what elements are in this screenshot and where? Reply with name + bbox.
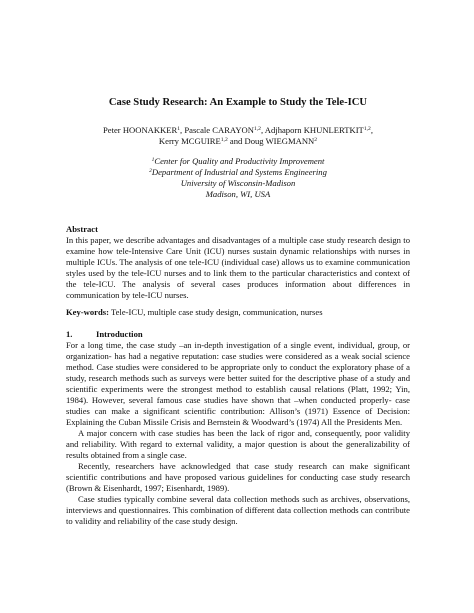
paragraph: Recently, researchers have acknowledged that case study research can make significant scientific contributions and have proposed various guidelines for conducting case study research (Brown & Eisenhardt, 1997; Eisenhardt, 1989). — [66, 461, 410, 493]
keywords-line — [66, 307, 410, 318]
paragraph: Case studies typically combine several data collection methods such as archives, observations, interviews and questionnaires. This combination of different data collection methods can contribute to validity and reliability of the case study design. — [66, 494, 410, 526]
affiliation-text: Center for Quality and Productivity Improvement — [154, 156, 325, 166]
paper-page — [66, 0, 410, 613]
paragraph: For a long time, the case study –an in-depth investigation of a single event, individual, group, or organization- has had a negative reputation: case studies were considered as a weak social science method. Case studies were considered to be appropriate only to conduct the exploratory phase of a study, research methods such as surveys were better suited for the descriptive phase of a study and scientific experiments were the strongest method to establish causal relations (Platt, 1992; Yin, 1984). However, several famous case studies have shown that –when conducted properly- case studies can make a significant scientific contribution: Allison’s (1971) Essence of Decision: Explaining the Cuban Missile Crisis and Bernstein & Woodward’s (1974) All the Presidents Men. — [66, 340, 410, 427]
abstract-text: In this paper, we describe advantages and disadvantages of a multiple case study research design to examine how tele-Intensive Care Unit (ICU) nurses sustain dynamic relationships with nurses in multiple ICUs. The analysis of one tele-ICU (individual case) allows us to examine communication styles used by the tele-ICU nurses and to link them to the particular characteristics and context of the tele-ICU. The analysis of several cases produces information about differences in communication by tele-ICU nurses. — [66, 235, 410, 300]
author-affiliation-mark: 1,2 — [253, 126, 261, 132]
author-line-2 — [66, 136, 410, 147]
author-affiliation-mark: 1,2 — [363, 126, 371, 132]
affiliation-1 — [66, 156, 410, 167]
paragraph: A major concern with case studies has been the lack of rigor and, consequently, poor validity and reliability. With regard to external validity, a major question is about the generalizability of results obtained from a single case. — [66, 428, 410, 460]
city: Madison, WI, USA — [205, 189, 271, 199]
author-name: Kerry MCGUIRE — [158, 136, 221, 146]
author-affiliation-mark: 2 — [314, 137, 318, 143]
affiliation-2 — [66, 167, 410, 178]
author-affiliation-mark: 1 — [177, 126, 181, 132]
introduction-heading — [66, 329, 143, 340]
keywords-label: Key-words: — [66, 307, 109, 317]
author-name: Peter HOONAKKER — [103, 125, 178, 135]
author-line-1: Peter HOONAKKER$^1$, Pascale CARAYON$^{1,2}$, Adjhaporn KHUNLERTKIT$^{1,2}$, — [103, 125, 373, 135]
author-list — [66, 125, 410, 147]
author-affiliation-mark: 1,2 — [220, 137, 228, 143]
section-title: Introduction — [96, 329, 143, 339]
introduction-body — [66, 340, 410, 527]
affiliation-block — [66, 156, 410, 200]
section-number: 1. — [66, 329, 73, 339]
author-conjunction: and — [229, 136, 243, 146]
author-name: Adjhaporn KHUNLERTKIT — [264, 125, 364, 135]
affiliation-text: Department of Industrial and Systems Engineering — [151, 167, 327, 177]
abstract-heading: Abstract — [66, 224, 98, 234]
affiliation-mark: 1 — [151, 157, 155, 163]
keywords-text: Tele-ICU, multiple case study design, communication, nurses — [108, 307, 323, 317]
university: University of Wisconsin-Madison — [180, 178, 296, 188]
affiliation-mark: 2 — [149, 168, 152, 174]
paper-title: Case Study Research: An Example to Study the Tele-ICU — [108, 97, 368, 108]
author-name: Pascale CARAYON — [184, 125, 254, 135]
author-name: Doug WIEGMANN — [244, 136, 315, 146]
